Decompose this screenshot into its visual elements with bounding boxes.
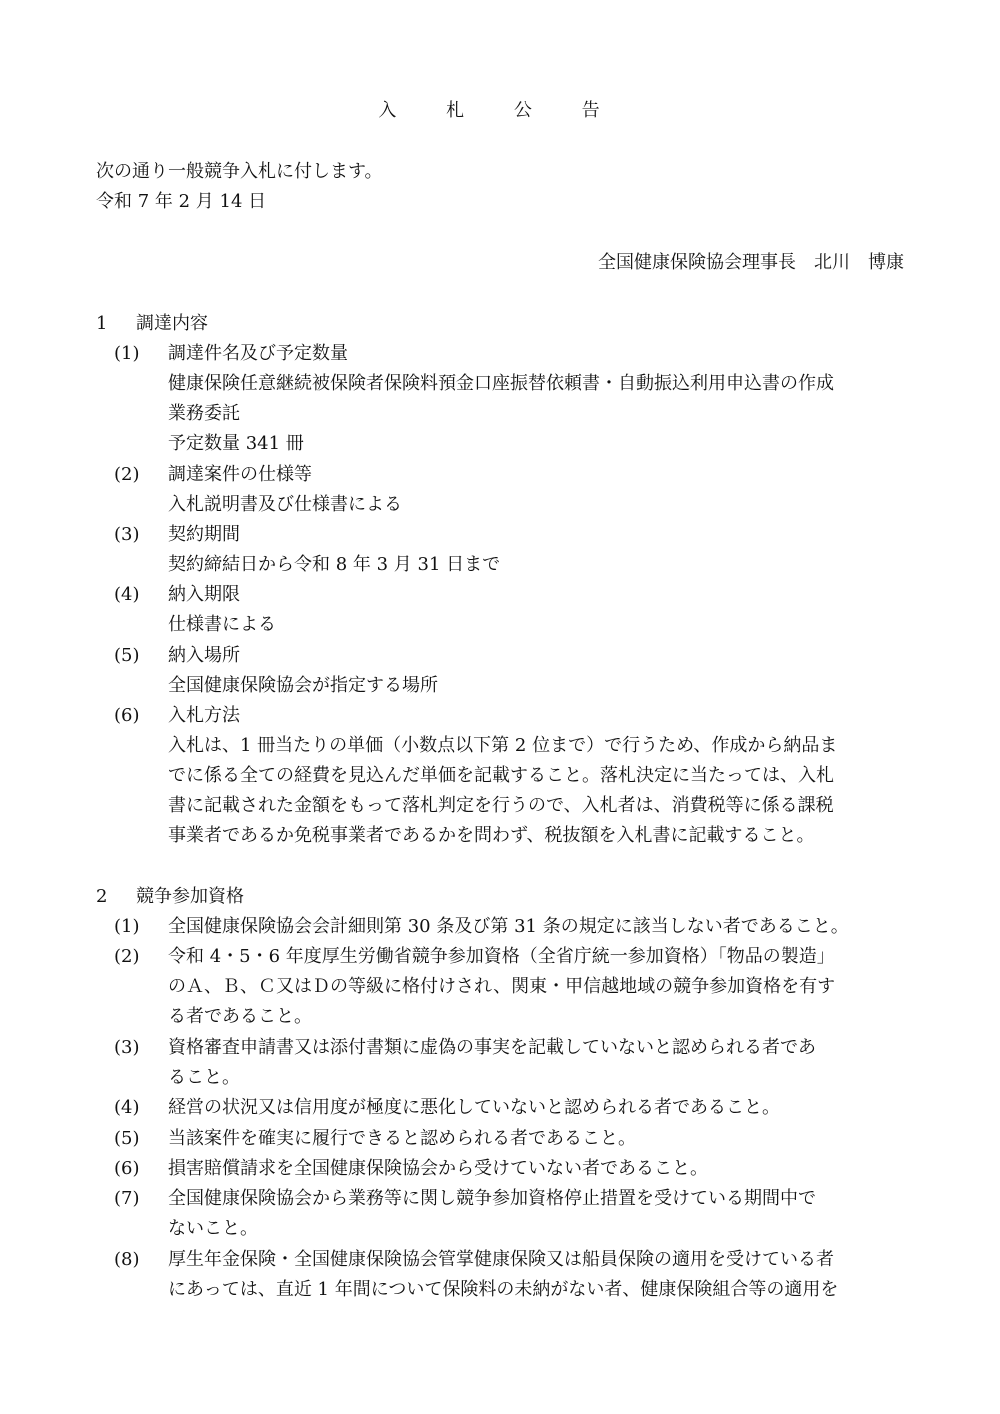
section-1-item-1-heading [114, 339, 348, 369]
item-text: 当該案件を確実に履行できると認められる者であること。 [168, 1128, 636, 1149]
item-text: ること。 [168, 1067, 240, 1088]
intro-text: 次の通り一般競争入札に付します。 [96, 161, 383, 182]
item-number: (7) [114, 1188, 140, 1209]
section-number: 1 [96, 313, 108, 334]
item-number: (5) [114, 645, 140, 666]
item-text: 全国健康保険協会会計細則第 30 条及び第 31 条の規定に該当しない者であること。 [168, 916, 849, 937]
item-text: でに係る全ての経費を見込んだ単価を記載すること。落札決定に当たっては、入札 [168, 765, 834, 786]
item-number: (3) [114, 1037, 140, 1058]
item-text: 全国健康保険協会から業務等に関し競争参加資格停止措置を受けている期間中で [168, 1188, 816, 1209]
item-text: のＡ、Ｂ、Ｃ又はＤの等級に格付けされ、関東・甲信越地域の競争参加資格を有す [168, 976, 836, 997]
item-text: 事業者であるか免税事業者であるかを問わず、税抜額を入札書に記載すること。 [168, 825, 815, 846]
section-2-item-3 [114, 1033, 816, 1063]
signature: 全国健康保険協会理事長 北川 博康 [598, 252, 904, 273]
section-2-heading [96, 882, 244, 912]
section-2-item-5 [114, 1124, 636, 1154]
section-2-item-7 [114, 1184, 816, 1214]
item-text: 資格審査申請書又は添付書類に虚偽の事実を記載していないと認められる者であ [168, 1037, 816, 1058]
item-number: (8) [114, 1249, 140, 1270]
item-text: 契約締結日から令和 8 年 3 月 31 日まで [168, 554, 501, 575]
item-text: 仕様書による [168, 614, 276, 635]
section-1-item-6-heading [114, 701, 240, 731]
section-1-heading [96, 309, 208, 339]
section-title: 競争参加資格 [136, 886, 244, 907]
item-text: 業務委託 [168, 403, 240, 424]
item-title: 調達案件の仕様等 [168, 464, 312, 485]
section-1-item-4-heading [114, 580, 240, 610]
item-text: る者であること。 [168, 1006, 312, 1027]
item-text: 厚生年金保険・全国健康保険協会管掌健康保険又は船員保険の適用を受けている者 [168, 1249, 834, 1270]
section-2-item-1 [114, 912, 849, 942]
item-title: 調達件名及び予定数量 [168, 343, 348, 364]
item-title: 入札方法 [168, 705, 240, 726]
item-number: (2) [114, 946, 140, 967]
item-title: 納入期限 [168, 584, 240, 605]
notice-date: 令和 7 年 2 月 14 日 [96, 191, 267, 212]
item-text: 書に記載された金額をもって落札判定を行うので、入札者は、消費税等に係る課税 [168, 795, 834, 816]
item-text: 入札は、1 冊当たりの単価（小数点以下第 2 位まで）で行うため、作成から納品ま [168, 735, 838, 756]
document-title: 入 札 公 告 [378, 100, 622, 121]
item-text: にあっては、直近 1 年間について保険料の未納がない者、健康保険組合等の適用を [168, 1279, 839, 1300]
section-number: 2 [96, 886, 108, 907]
item-text: 損害賠償請求を全国健康保険協会から受けていない者であること。 [168, 1158, 708, 1179]
item-number: (3) [114, 524, 140, 545]
item-number: (1) [114, 916, 140, 937]
item-title: 納入場所 [168, 645, 240, 666]
section-1-item-5-heading [114, 641, 240, 671]
item-text: 予定数量 341 冊 [168, 433, 304, 454]
item-text: 健康保険任意継続被保険者保険料預金口座振替依頼書・自動振込利用申込書の作成 [168, 373, 834, 394]
section-2-item-2 [114, 942, 835, 972]
section-1-item-3-heading [114, 520, 240, 550]
item-text: 入札説明書及び仕様書による [168, 494, 402, 515]
item-number: (2) [114, 464, 140, 485]
item-text: 経営の状況又は信用度が極度に悪化していないと認められる者であること。 [168, 1097, 780, 1118]
section-title: 調達内容 [136, 313, 208, 334]
item-number: (6) [114, 705, 140, 726]
section-2-item-6 [114, 1154, 708, 1184]
item-number: (1) [114, 343, 140, 364]
item-number: (4) [114, 1097, 140, 1118]
item-number: (4) [114, 584, 140, 605]
item-number: (6) [114, 1158, 140, 1179]
item-text: 全国健康保険協会が指定する場所 [168, 675, 438, 696]
item-text: ないこと。 [168, 1218, 258, 1239]
section-2-item-8 [114, 1245, 834, 1275]
item-text: 令和 4・5・6 年度厚生労働省競争参加資格（全省庁統一参加資格）「物品の製造」 [168, 946, 835, 967]
item-title: 契約期間 [168, 524, 240, 545]
section-1-item-2-heading [114, 460, 312, 490]
item-number: (5) [114, 1128, 140, 1149]
section-2-item-4 [114, 1093, 780, 1123]
